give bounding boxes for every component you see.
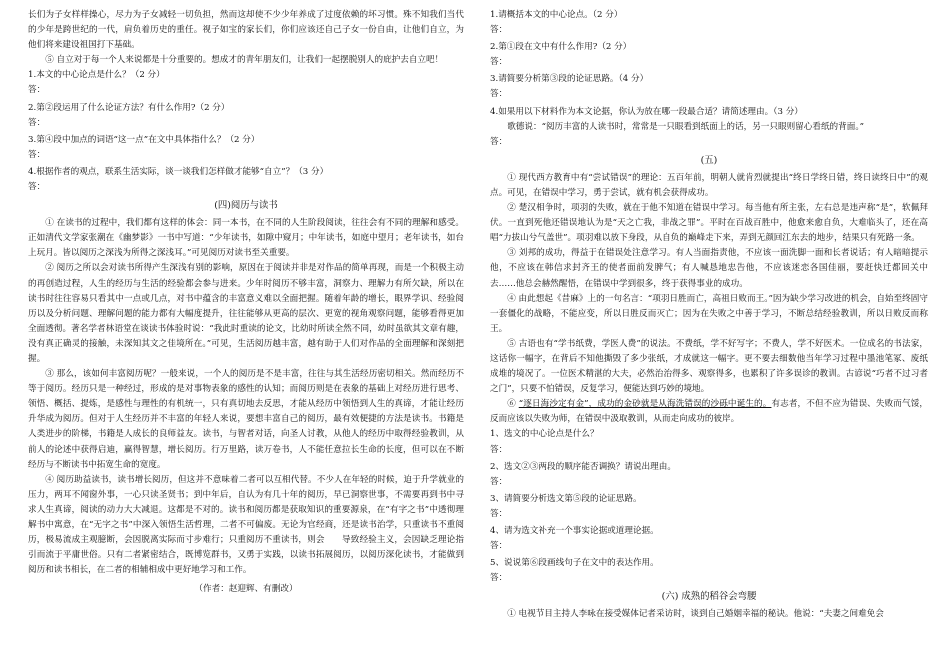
question: 2.第①段在文中有什么作用?（2 分） (490, 42, 632, 53)
question: 4.根据作者的观点，联系生活实际，谈一谈我们怎样做才能够“自立”？（3 分） (28, 166, 329, 177)
answer-label: 答： (490, 573, 508, 584)
intro-paragraph-2: ⑤ 自立对于每一个人来说都是十分重要的。想成才的青年朋友们，让我们一起摆脱别人的庇护去自立吧！ (45, 55, 444, 66)
answer-label: 答： (490, 136, 508, 147)
section-title: (五) (700, 154, 718, 166)
answer-label: 答： (490, 508, 508, 519)
article-paragraph: ⑤ 古语也有“学书纸费，学医人费”的说法。不费纸，学不好写字；不费人，学不好医术。一位成名的书法家，这话你一幅字，在背后不知他撕毁了多少张纸，才成就这一幅字。更不要去细数他当年学习过程中墨池笔冢、废纸成堆的境况了。一位医术精湛的大夫，必然治治得多、观察得多，也累积了许多误诊的教训。古谚说“巧者不过习者之门”，只要不怕错误，反复学习，便能达到巧妙的境地。 (490, 338, 928, 395)
answer-label: 答： (490, 57, 508, 68)
article-paragraph: ④ 由此想起《昔麻》上的一句名言：“项羽日胜而亡，高祖日败而王。”因为缺少学习改进的机会，自始至终固守一套僵化的战略，不能应变，所以日胜反而灭亡；因为在失败之中善于学习，不断总结经验教训，所以日败反而称王。 (490, 293, 928, 334)
article-paragraph: ② 阅历之所以会对读书所得产生深浅有别的影响，原因在于阅读并非是对作品的简单再现，而是一个积极主动的再创造过程，人生的经历与生活的经验都会参与进来。少年时阅历不够丰富，洞察力、理解力有所欠缺，所以在读书时往往容易只看其中一点或几点，对书中蕴含的丰富意义难以全面把握。随着年龄的增长，眼界学识、经验阅历以及分析问题、理解问题的能力都有大幅度提升，往往能够从更高的层次、更宽的视角观察问题，能够看得更加全面透彻。著名学者林语堂在谈读书体验时说：“我此时重读的论文，比幼时所读全然不同，幼时虽欲其文章有趣，没有真正确灵的接触，未深知其文之佳境所在。”可见，生活阅历越丰富，越有助于人们对作品的全面理解和深刻把握。 (28, 263, 464, 364)
left-column (28, 8, 464, 597)
byline: （作者：赵迎辉、有删改） (194, 584, 298, 595)
article-paragraph: ① 电视节目主持人李咏在接受媒体记者采访时，谈到自己婚姻幸福的秘诀。他说：“夫妻之间难免会 (507, 609, 884, 620)
answer-label: 答： (28, 117, 46, 128)
question: 1.请概括本文的中心论点。（2 分） (490, 10, 623, 20)
paragraph-rest: 有志者，不但不应为错误、失败而气馁，反而应该以失败为师，在错误中汲取教训，从而走向成功的彼岸。 (490, 399, 928, 425)
material-quote: 歌德说：“阅历丰富的人读书时，常常是一只眼看到纸面上的话，另一只眼则留心看纸的背面。” (507, 121, 865, 132)
article-paragraph: ① 在读书的过程中，我们都有这样的体会：同一本书，在不同的人生阶段阅读，往往会有不同的理解和感受。正如清代文学家张潮在《幽梦影》一书中写道：“少年读书，如隙中窥月；中年读书，如庭中望月；老年读书，如台上玩月。皆以阅历之深浅为所得之深浅耳。”可见阅历对读书至关重要。 (28, 218, 464, 259)
article-paragraph: ③ 刘邦的成功，得益于在错误处注意学习。有人当面指责他，不应该一面洗脚一面和长者说话；有人暗暗提示他，不应该在韩信求封齐王的使者面前发脾气；有人喊恳地忠告他，不应该迷恋各国佳丽，要赶快迁都回关中去……他总会赫然醒悟，在错误中学到很多，终于获得事业的成功。 (490, 248, 928, 289)
right-column (490, 8, 928, 622)
left-question-block (28, 68, 464, 195)
question: 1.本文的中心论点是什么？（2 分） (28, 70, 165, 81)
underlined-sentence: “逐日海沙定有金”，成功的金砂就是从海洗错误的沙砾中诞生的。 (518, 399, 772, 410)
question: 3.请简要分析第③段的论证思路。（4 分） (490, 74, 649, 85)
answer-label: 答： (490, 476, 508, 487)
section-title: (六) 成熟的稻谷会弯腰 (661, 591, 757, 603)
article-paragraph: ② 楚汉相争时，项羽的失败，就在于他不知道在错误中学习。每当他有所主张，左右总是违声称“是”，软佩拜伏。一直到死他还错误地认为是“天之亡我，非战之罪”。平时在百战百胜中，他愈来愈自负，大难临头了，还在高唱“力拔山兮气盖世”。项羽难以放下身段，从自负的巅峰走下来，弄到无颜回江东去的地步，结果只有死路一条。 (490, 203, 928, 244)
question: 5、说说第⑥段画线句子在文中的表达作用。 (490, 558, 659, 569)
question: 1、选文的中心论点是什么？ (490, 429, 599, 440)
answer-label: 答： (490, 444, 508, 455)
article-paragraph: ③ 那么，该如何丰富阅历呢？一般来说，一个人的阅历是不是丰富，往往与其生活经历密切相关。然而经历不等于阅历。经历只是一种经过，形成的是对事物表象的感性的认知；而阅历则是在表象的基础上对经历进行思考、领悟、概括、提炼，是感性与理性的有机统一，只有真切地去反思，才能从经历中领悟到人生的真谛，才能让经历升华成为阅历。但对于人生经历并不丰富的年轻人来说，要想丰富自己的阅历，最有效便捷的方法是读书。书籍是人类进步的阶梯，书籍是人成长的良师益友。读书，与智者对话，向圣人讨教，从他人的经历中取得经验教训，从前人的论述中获得启迪，赢得智慧，增长阅历。行万里路，读万卷书，人不能任意拉长生命的长度，但可以在不断经历与不断读书中拓宽生命的宽度。 (28, 369, 464, 470)
right-question-block-top (490, 8, 928, 150)
question: 3、请简要分析选文第⑤段的论证思路。 (490, 493, 642, 504)
intro-paragraph-1: 长们为子女样样操心，尽力为子女减轻一切负担，然而这却使不少少年养成了过度依赖的坏习惯。殊不知我们当代的少年是跨世纪的一代，肩负着历史的重任。视子如宝的家长们，你们应该还自己子女一份自由，让他们自立，为他们将来建设祖国打下基础。 (28, 10, 464, 51)
answer-label: 答： (28, 149, 46, 160)
right-question-block-bottom (490, 427, 928, 586)
article-paragraph: ① 现代西方教育中有“尝试错误”的理论：五百年前，明朝人就肯烈就提出“终日学终日错，终日读终日中”的观点。可见，在错误中学习，勇于尝试，就有机会获得成功。 (490, 172, 928, 198)
article-paragraph-6: ⑥ “逐日海沙定有金”，成功的金砂就是从海洗错误的沙砾中诞生的。有志者，不但不应为错误、失败而气馁，反而应该以失败为师，在错误中汲取教训，从而走向成功的彼岸。 (490, 399, 928, 425)
answer-label: 答： (490, 89, 508, 100)
answer-label: 答： (490, 541, 508, 552)
question: 2.第②段运用了什么论证方法？有什么作用?（2 分） (28, 102, 230, 113)
answer-label: 答： (490, 25, 508, 36)
article-paragraph: ④ 阅历助益读书，读书增长阅历，但这并不意味着二者可以互相代替。不少人在年轻的时候，迫于升学就业的压力，两耳不闻窗外事，一心只读圣贤书；到中年后，自认为有几十年的阅历，早已洞察世事，不需要再到书中寻求人生真谛，阅读的动力大大减退。这都是不对的。读书和阅历都是获取知识的重要源泉，在“有字之书”中透彻理解书中寓意，在“无字之书”中深入领悟生活哲理，二者不可偏废。无论为官经商，还是读书治学，只重读书不重阅历，极易流成主观臆断，会因脱离实际而寸步难行；只重阅历不重读书，则会 导致经验主义，会因缺乏理论指引而流于平庸世俗。只有二者紧密结合，既博览群书，又勇于实践，以读书拓展阅历，以阅历深化读书，才能做到阅历和读书相长，在二者的相辅相成中更好地学习和工作。 (28, 474, 464, 576)
answer-label: 答： (28, 182, 46, 193)
section-title: (四)阅历与读书 (214, 200, 278, 212)
question: 4.如果用以下材料作为本文论据，你认为放在哪一段最合适？请简述理由。（3 分） (490, 106, 803, 117)
answer-label: 答： (28, 85, 46, 96)
question: 3.第④段中加点的词语“这一点”在文中具体指什么？（2 分） (28, 134, 260, 145)
question: 2、选文②③两段的顺序能否调换？请说出理由。 (490, 461, 676, 472)
question: 4、请为选文补充一个事实论据或道理论据。 (490, 526, 659, 536)
